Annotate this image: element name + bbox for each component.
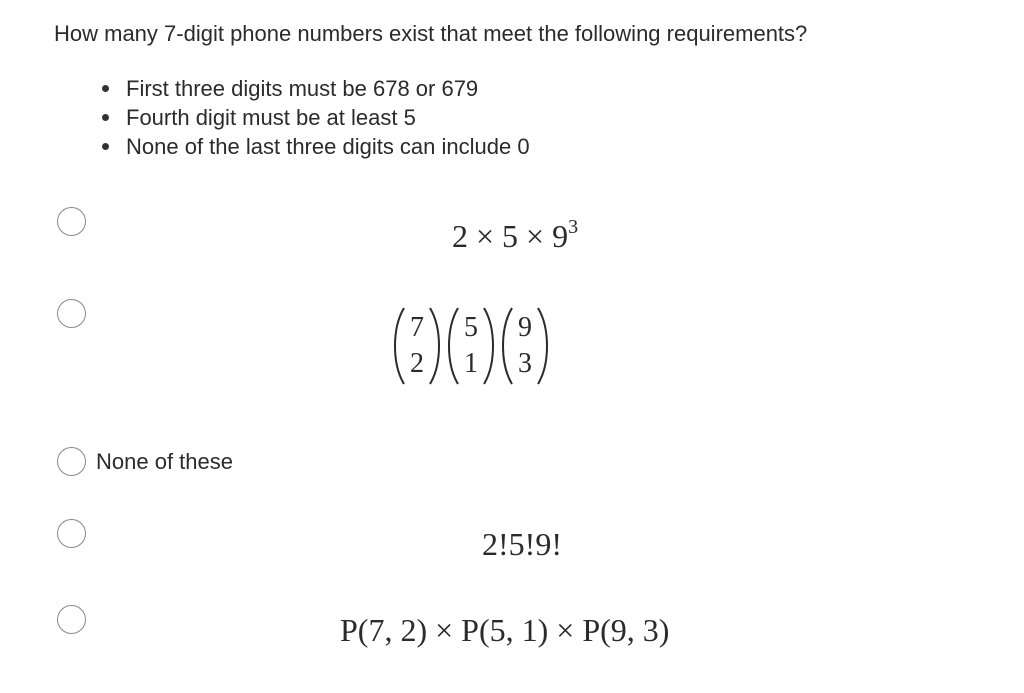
requirement-text: Fourth digit must be at least 5 [126, 105, 416, 130]
option-a-expression [452, 216, 578, 256]
right-paren-icon [428, 306, 442, 386]
option-a-base: 2 × 5 × 9 [452, 218, 569, 254]
binomial-top: 7 [410, 312, 424, 343]
bullet-icon [102, 143, 109, 150]
binomial-bottom: 3 [518, 348, 532, 379]
option-e-label: P(7, 2) × P(5, 1) × P(9, 3) [340, 612, 670, 648]
requirement-text: None of the last three digits can include 0 [126, 134, 530, 159]
option-c-radio[interactable] [57, 447, 86, 476]
left-paren-icon [392, 306, 406, 386]
option-d-radio[interactable] [57, 519, 86, 548]
option-d-label: 2!5!9! [482, 526, 562, 562]
binomial-bottom: 1 [464, 348, 478, 379]
requirements-list [96, 74, 530, 161]
option-a-radio[interactable] [57, 207, 86, 236]
bullet-icon [102, 85, 109, 92]
binomial [500, 306, 550, 386]
binomial-top: 5 [464, 312, 478, 343]
binomial [392, 306, 442, 386]
requirement-item [96, 103, 530, 132]
bullet-icon [102, 114, 109, 121]
option-b-expression [392, 306, 554, 386]
option-a-exponent: 3 [568, 216, 579, 238]
right-paren-icon [536, 306, 550, 386]
binomial [446, 306, 496, 386]
binomial-top: 9 [518, 312, 532, 343]
binomial-bottom: 2 [410, 348, 424, 379]
requirement-text: First three digits must be 678 or 679 [126, 76, 479, 101]
option-c-label: None of these [96, 449, 233, 474]
requirement-item [96, 74, 530, 103]
left-paren-icon [446, 306, 460, 386]
requirement-item [96, 132, 530, 161]
option-b-radio[interactable] [57, 299, 86, 328]
right-paren-icon [482, 306, 496, 386]
option-e-radio[interactable] [57, 605, 86, 634]
question-prompt: How many 7-digit phone numbers exist that meet the following requirements? [54, 21, 808, 46]
left-paren-icon [500, 306, 514, 386]
